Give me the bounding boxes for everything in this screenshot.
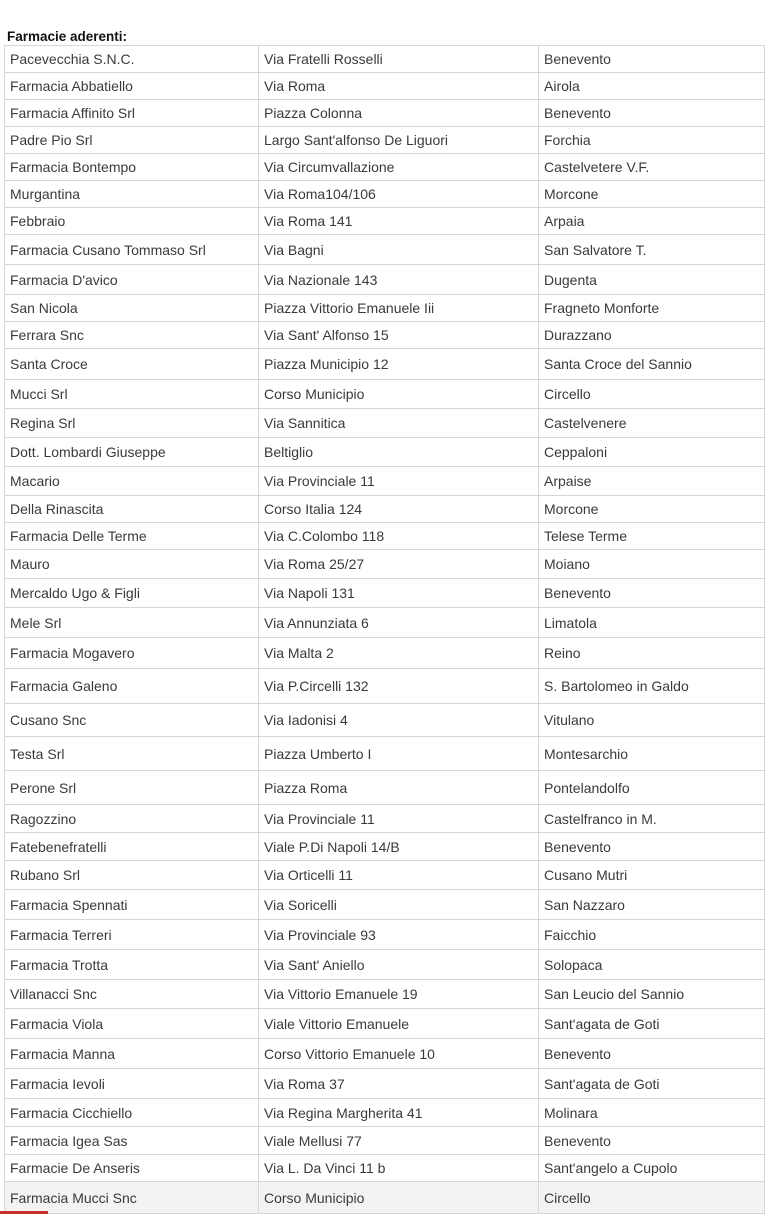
table-row xyxy=(5,46,765,73)
table-row xyxy=(5,833,765,861)
pharmacy-address-cell: Via Orticelli 11 xyxy=(259,861,539,890)
pharmacy-city-cell: San Leucio del Sannio xyxy=(539,980,765,1009)
pharmacy-address-cell: Viale Mellusi 77 xyxy=(259,1127,539,1155)
pharmacy-address-cell: Piazza Umberto I xyxy=(259,737,539,771)
pharmacy-name-cell: Farmacia Galeno xyxy=(5,669,259,704)
pharmacy-name-cell: Murgantina xyxy=(5,181,259,208)
pharmacy-address-cell: Largo Sant'alfonso De Liguori xyxy=(259,127,539,154)
table-row xyxy=(5,295,765,322)
pharmacy-city-cell: Castelvetere V.F. xyxy=(539,154,765,181)
pharmacy-name-cell: Villanacci Snc xyxy=(5,980,259,1009)
pharmacy-name-cell: Farmacia Trotta xyxy=(5,950,259,980)
table-row xyxy=(5,980,765,1009)
pharmacy-address-cell: Via Fratelli Rosselli xyxy=(259,46,539,73)
pharmacy-name-cell: Farmacia D'avico xyxy=(5,265,259,295)
table-row xyxy=(5,737,765,771)
pharmacy-address-cell: Viale P.Di Napoli 14/B xyxy=(259,833,539,861)
table-row xyxy=(5,409,765,438)
pharmacy-name-cell: Macario xyxy=(5,467,259,496)
pharmacy-city-cell: Morcone xyxy=(539,496,765,523)
table-row xyxy=(5,1182,765,1214)
pharmacy-name-cell: Santa Croce xyxy=(5,349,259,380)
bottom-accent-bar xyxy=(0,1211,48,1214)
pharmacy-city-cell: Santa Croce del Sannio xyxy=(539,349,765,380)
pharmacy-address-cell: Via Sannitica xyxy=(259,409,539,438)
pharmacy-city-cell: Faicchio xyxy=(539,920,765,950)
pharmacy-name-cell: Farmacia Manna xyxy=(5,1039,259,1069)
pharmacy-address-cell: Via Roma 141 xyxy=(259,208,539,235)
pharmacy-city-cell: Sant'agata de Goti xyxy=(539,1009,765,1039)
pharmacy-name-cell: Ragozzino xyxy=(5,805,259,833)
pharmacy-name-cell: Perone Srl xyxy=(5,771,259,805)
pharmacy-city-cell: San Salvatore T. xyxy=(539,235,765,265)
pharmacy-name-cell: Farmacia Bontempo xyxy=(5,154,259,181)
pharmacy-address-cell: Via Napoli 131 xyxy=(259,579,539,608)
pharmacy-city-cell: San Nazzaro xyxy=(539,890,765,920)
table-row xyxy=(5,950,765,980)
pharmacy-address-cell: Via Provinciale 11 xyxy=(259,805,539,833)
pharmacy-name-cell: Farmacia Igea Sas xyxy=(5,1127,259,1155)
pharmacy-city-cell: Dugenta xyxy=(539,265,765,295)
table-row xyxy=(5,265,765,295)
pharmacy-name-cell: Febbraio xyxy=(5,208,259,235)
pharmacy-address-cell: Via Roma 25/27 xyxy=(259,550,539,579)
table-row xyxy=(5,181,765,208)
pharmacy-name-cell: Regina Srl xyxy=(5,409,259,438)
pharmacy-city-cell: Circello xyxy=(539,1182,765,1214)
pharmacy-name-cell: Farmacia Abbatiello xyxy=(5,73,259,100)
table-row xyxy=(5,73,765,100)
pharmacy-address-cell: Via Malta 2 xyxy=(259,638,539,669)
pharmacy-city-cell: Vitulano xyxy=(539,704,765,737)
pharmacy-city-cell: Fragneto Monforte xyxy=(539,295,765,322)
table-row xyxy=(5,1009,765,1039)
pharmacy-address-cell: Beltiglio xyxy=(259,438,539,467)
pharmacy-city-cell: Limatola xyxy=(539,608,765,638)
pharmacy-city-cell: Sant'angelo a Cupolo xyxy=(539,1155,765,1182)
pharmacy-address-cell: Piazza Colonna xyxy=(259,100,539,127)
pharmacy-city-cell: S. Bartolomeo in Galdo xyxy=(539,669,765,704)
pharmacy-address-cell: Piazza Municipio 12 xyxy=(259,349,539,380)
pharmacy-address-cell: Via Sant' Alfonso 15 xyxy=(259,322,539,349)
table-body xyxy=(5,46,765,1214)
pharmacy-address-cell: Via Circumvallazione xyxy=(259,154,539,181)
pharmacy-name-cell: Mauro xyxy=(5,550,259,579)
table-row xyxy=(5,1155,765,1182)
pharmacy-address-cell: Via Sant' Aniello xyxy=(259,950,539,980)
pharmacy-address-cell: Via P.Circelli 132 xyxy=(259,669,539,704)
pharmacy-city-cell: Benevento xyxy=(539,1039,765,1069)
table-row xyxy=(5,1127,765,1155)
pharmacy-name-cell: Farmacia Viola xyxy=(5,1009,259,1039)
table-row xyxy=(5,438,765,467)
table-row xyxy=(5,523,765,550)
table-row xyxy=(5,920,765,950)
pharmacy-name-cell: Farmacia Mucci Snc xyxy=(5,1182,259,1214)
pharmacy-name-cell: Mercaldo Ugo & Figli xyxy=(5,579,259,608)
pharmacy-name-cell: Mucci Srl xyxy=(5,380,259,409)
table-row xyxy=(5,1069,765,1099)
pharmacy-address-cell: Via L. Da Vinci 11 b xyxy=(259,1155,539,1182)
pharmacy-address-cell: Via Annunziata 6 xyxy=(259,608,539,638)
pharmacy-address-cell: Corso Vittorio Emanuele 10 xyxy=(259,1039,539,1069)
pharmacy-name-cell: Rubano Srl xyxy=(5,861,259,890)
pharmacy-city-cell: Solopaca xyxy=(539,950,765,980)
pharmacy-city-cell: Moiano xyxy=(539,550,765,579)
table-row xyxy=(5,496,765,523)
pharmacy-name-cell: Farmacia Delle Terme xyxy=(5,523,259,550)
table-row xyxy=(5,1099,765,1127)
table-row xyxy=(5,608,765,638)
pharmacy-address-cell: Corso Municipio xyxy=(259,380,539,409)
pharmacy-name-cell: Cusano Snc xyxy=(5,704,259,737)
pharmacy-name-cell: Farmacia Mogavero xyxy=(5,638,259,669)
pharmacy-name-cell: Mele Srl xyxy=(5,608,259,638)
pharmacy-address-cell: Via Soricelli xyxy=(259,890,539,920)
pharmacy-name-cell: Farmacie De Anseris xyxy=(5,1155,259,1182)
pharmacy-city-cell: Morcone xyxy=(539,181,765,208)
table-row xyxy=(5,380,765,409)
table-row xyxy=(5,890,765,920)
pharmacy-city-cell: Benevento xyxy=(539,100,765,127)
pharmacy-city-cell: Forchia xyxy=(539,127,765,154)
pharmacy-table xyxy=(4,45,765,1214)
pharmacy-name-cell: Dott. Lombardi Giuseppe xyxy=(5,438,259,467)
pharmacy-name-cell: Farmacia Cusano Tommaso Srl xyxy=(5,235,259,265)
pharmacy-city-cell: Circello xyxy=(539,380,765,409)
pharmacy-address-cell: Corso Italia 124 xyxy=(259,496,539,523)
table-row xyxy=(5,669,765,704)
pharmacy-city-cell: Castelvenere xyxy=(539,409,765,438)
pharmacy-name-cell: Padre Pio Srl xyxy=(5,127,259,154)
pharmacy-name-cell: Farmacia Ievoli xyxy=(5,1069,259,1099)
pharmacy-city-cell: Castelfranco in M. xyxy=(539,805,765,833)
pharmacy-name-cell: Testa Srl xyxy=(5,737,259,771)
table-row xyxy=(5,349,765,380)
table-row xyxy=(5,154,765,181)
table-row xyxy=(5,704,765,737)
table-row xyxy=(5,638,765,669)
pharmacy-name-cell: Pacevecchia S.N.C. xyxy=(5,46,259,73)
pharmacy-city-cell: Arpaia xyxy=(539,208,765,235)
table-row xyxy=(5,550,765,579)
table-row xyxy=(5,100,765,127)
pharmacy-address-cell: Via Vittorio Emanuele 19 xyxy=(259,980,539,1009)
pharmacy-city-cell: Reino xyxy=(539,638,765,669)
pharmacy-address-cell: Via Roma xyxy=(259,73,539,100)
pharmacy-address-cell: Via C.Colombo 118 xyxy=(259,523,539,550)
table-row xyxy=(5,771,765,805)
page-title: Farmacie aderenti: xyxy=(7,29,128,44)
table-row xyxy=(5,208,765,235)
pharmacy-address-cell: Via Iadonisi 4 xyxy=(259,704,539,737)
table-row xyxy=(5,861,765,890)
pharmacy-address-cell: Piazza Vittorio Emanuele Iii xyxy=(259,295,539,322)
pharmacy-city-cell: Airola xyxy=(539,73,765,100)
pharmacy-name-cell: San Nicola xyxy=(5,295,259,322)
table-row xyxy=(5,805,765,833)
pharmacy-name-cell: Farmacia Terreri xyxy=(5,920,259,950)
pharmacy-name-cell: Fatebenefratelli xyxy=(5,833,259,861)
pharmacy-city-cell: Ceppaloni xyxy=(539,438,765,467)
pharmacy-name-cell: Della Rinascita xyxy=(5,496,259,523)
pharmacy-city-cell: Sant'agata de Goti xyxy=(539,1069,765,1099)
table-row xyxy=(5,322,765,349)
pharmacy-address-cell: Via Roma104/106 xyxy=(259,181,539,208)
pharmacy-address-cell: Via Regina Margherita 41 xyxy=(259,1099,539,1127)
table-row xyxy=(5,579,765,608)
pharmacy-city-cell: Durazzano xyxy=(539,322,765,349)
pharmacy-address-cell: Via Nazionale 143 xyxy=(259,265,539,295)
pharmacy-city-cell: Molinara xyxy=(539,1099,765,1127)
pharmacy-address-cell: Corso Municipio xyxy=(259,1182,539,1214)
pharmacy-city-cell: Cusano Mutri xyxy=(539,861,765,890)
table-row xyxy=(5,467,765,496)
pharmacy-name-cell: Ferrara Snc xyxy=(5,322,259,349)
pharmacy-city-cell: Benevento xyxy=(539,46,765,73)
table-row xyxy=(5,1039,765,1069)
pharmacy-city-cell: Benevento xyxy=(539,579,765,608)
table-row xyxy=(5,127,765,154)
pharmacy-name-cell: Farmacia Spennati xyxy=(5,890,259,920)
pharmacy-city-cell: Telese Terme xyxy=(539,523,765,550)
pharmacy-city-cell: Benevento xyxy=(539,1127,765,1155)
pharmacy-city-cell: Arpaise xyxy=(539,467,765,496)
pharmacy-city-cell: Benevento xyxy=(539,833,765,861)
pharmacy-address-cell: Piazza Roma xyxy=(259,771,539,805)
pharmacy-address-cell: Via Roma 37 xyxy=(259,1069,539,1099)
pharmacy-address-cell: Viale Vittorio Emanuele xyxy=(259,1009,539,1039)
pharmacy-name-cell: Farmacia Cicchiello xyxy=(5,1099,259,1127)
pharmacy-address-cell: Via Provinciale 93 xyxy=(259,920,539,950)
table-row xyxy=(5,235,765,265)
pharmacy-name-cell: Farmacia Affinito Srl xyxy=(5,100,259,127)
pharmacy-address-cell: Via Provinciale 11 xyxy=(259,467,539,496)
pharmacy-address-cell: Via Bagni xyxy=(259,235,539,265)
pharmacy-city-cell: Montesarchio xyxy=(539,737,765,771)
pharmacy-city-cell: Pontelandolfo xyxy=(539,771,765,805)
